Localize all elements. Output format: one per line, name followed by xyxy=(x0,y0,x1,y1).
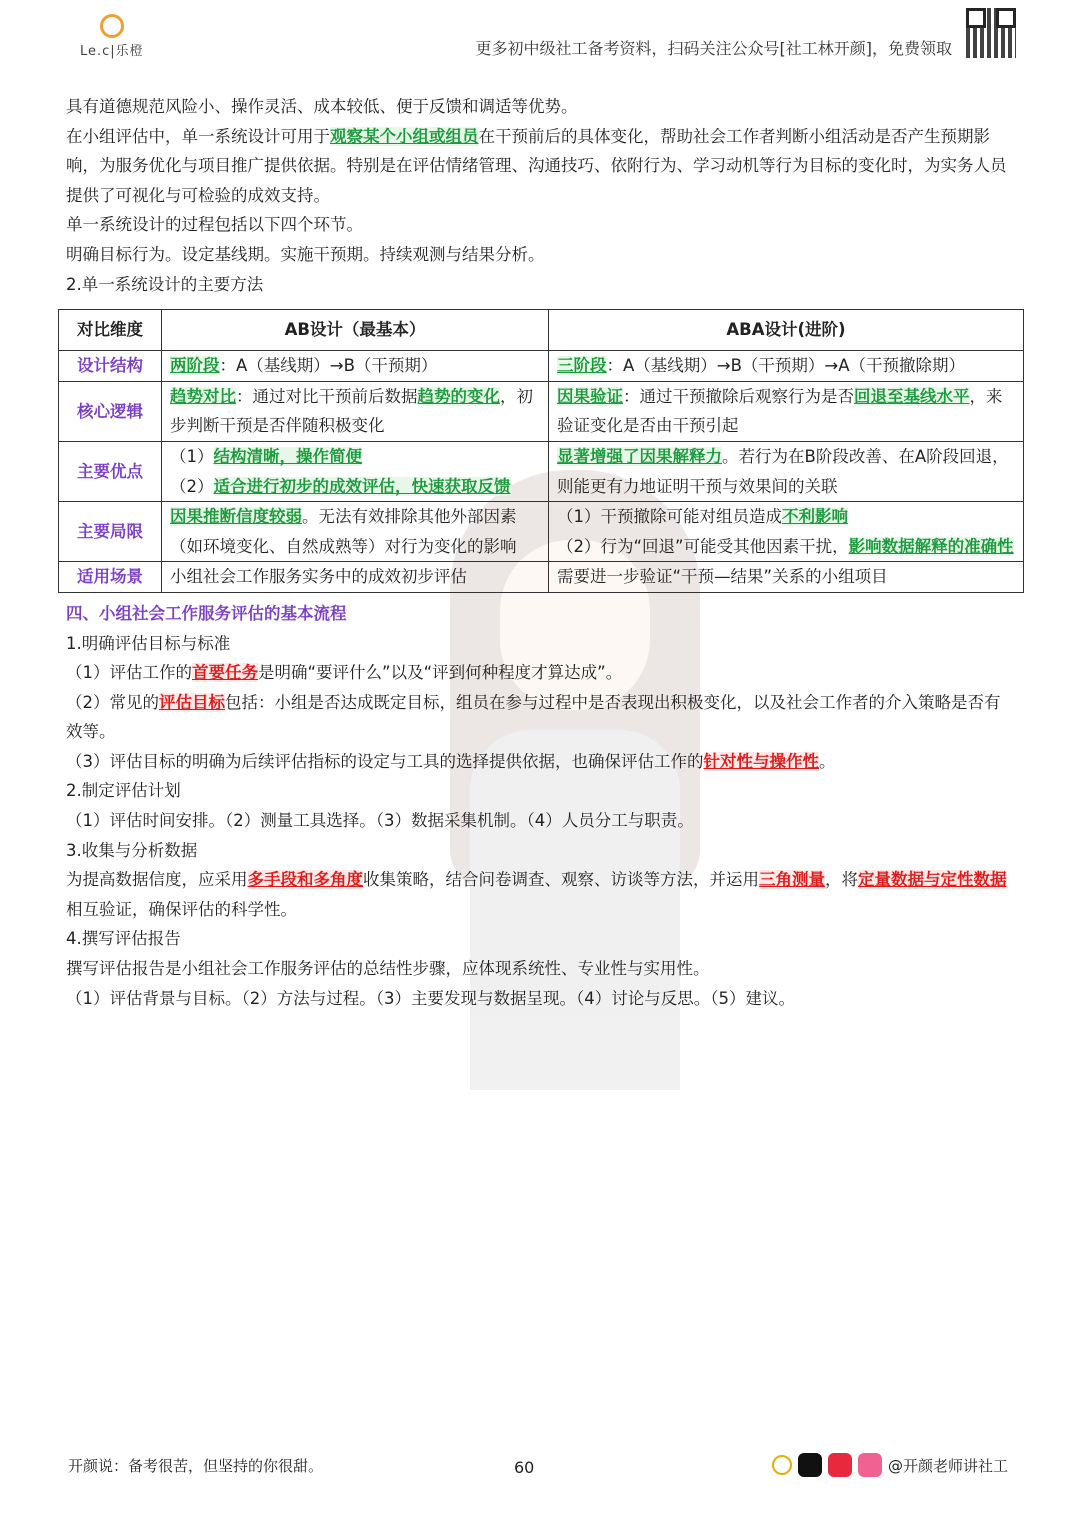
paragraph: 为提高数据信度，应采用多手段和多角度收集策略，结合问卷调查、观察、访谈等方法，并运用三角测量，将定量数据与定性数据相互验证，确保评估的科学性。 xyxy=(66,870,1007,919)
table-header-cell: ABA设计(进阶) xyxy=(549,310,1024,351)
highlight: 三角测量 xyxy=(759,870,825,890)
xiaohongshu-icon[interactable] xyxy=(828,1453,852,1477)
subheading: 3.收集与分析数据 xyxy=(66,840,198,860)
butterfly-icon[interactable] xyxy=(772,1455,792,1475)
highlight: 评估目标 xyxy=(159,692,225,712)
paragraph: 单一系统设计的过程包括以下四个环节。 xyxy=(66,215,363,235)
paragraph: （1）评估工作的首要任务是明确“要评什么”以及“评到何种程度才算达成”。 xyxy=(66,663,623,683)
row-dimension: 主要局限 xyxy=(59,502,162,562)
table-row xyxy=(59,351,1024,382)
table-row xyxy=(59,562,1024,593)
page-header xyxy=(0,0,1080,70)
footer-slogan: 开颜说：备考很苦，但坚持的你很甜。 xyxy=(68,1457,324,1475)
row-dimension: 主要优点 xyxy=(59,441,162,501)
bilibili-icon[interactable] xyxy=(858,1453,882,1477)
paragraph: 具有道德规范风险小、操作灵活、成本较低、便于反馈和调适等优势。 xyxy=(66,97,578,116)
aba-cell: 三阶段：A（基线期）→B（干预期）→A（干预撤除期） xyxy=(549,351,1024,382)
highlight: 针对性与操作性 xyxy=(703,751,819,771)
footer-social xyxy=(772,1450,1008,1480)
highlight: 观察某个小组或组员 xyxy=(330,126,479,146)
ab-cell: 趋势对比：通过对比干预前后数据趋势的变化，初步判断干预是否伴随积极变化 xyxy=(162,381,549,441)
table-row xyxy=(59,502,1024,562)
highlight: 多手段和多角度 xyxy=(247,870,363,890)
row-dimension: 适用场景 xyxy=(59,562,162,593)
page-content xyxy=(66,92,1016,1013)
qr-code-icon[interactable] xyxy=(966,8,1016,58)
paragraph: 撰写评估报告是小组社会工作服务评估的总结性步骤，应体现系统性、专业性与实用性。 xyxy=(66,959,710,979)
table-row xyxy=(59,381,1024,441)
paragraph: （2）常见的评估目标包括：小组是否达成既定目标，组员在参与过程中是否表现出积极变化，以及社会工作者的介入策略是否有效等。 xyxy=(66,692,1001,742)
paragraph: 明确目标行为。设定基线期。实施干预期。持续观测与结果分析。 xyxy=(66,244,545,264)
subheading: 4.撰写评估报告 xyxy=(66,929,181,949)
ab-cell: 两阶段：A（基线期）→B（干预期） xyxy=(162,351,549,382)
ab-cell: 小组社会工作服务实务中的成效初步评估 xyxy=(162,562,549,593)
comparison-table xyxy=(58,309,1024,593)
paragraph: （1）评估背景与目标。（2）方法与过程。（3）主要发现与数据呈现。（4）讨论与反思。（5）建议。 xyxy=(66,988,795,1008)
row-dimension: 设计结构 xyxy=(59,351,162,382)
paragraph: 在小组评估中，单一系统设计可用于观察某个小组或组员在干预前后的具体变化，帮助社会工作者判断小组活动是否产生预期影响，为服务优化与项目推广提供依据。特别是在评估情绪管理、沟通技巧、依附行为、学习动机等行为目标的变化时，为实务人员提供了可视化与可检验的成效支持。 xyxy=(66,126,1007,205)
aba-cell: （1）干预撤除可能对组员造成不利影响 （2）行为“回退”可能受其他因素干扰，影响数据解释的准确性 xyxy=(549,502,1024,562)
aba-cell: 显著增强了因果解释力。若行为在B阶段改善、在A阶段回退，则能更有力地证明干预与效果间的关联 xyxy=(549,441,1024,501)
paragraph: （3）评估目标的明确为后续评估指标的设定与工具的选择提供依据，也确保评估工作的针对性与操作性。 xyxy=(66,751,836,771)
logo xyxy=(80,14,150,58)
page-number: 60 xyxy=(514,1458,535,1477)
row-dimension: 核心逻辑 xyxy=(59,381,162,441)
logo-sun-icon xyxy=(100,14,124,38)
ab-cell: （1）结构清晰，操作简便 （2）适合进行初步的成效评估，快速获取反馈 xyxy=(162,441,549,501)
table-header-cell: 对比维度 xyxy=(59,310,162,351)
logo-text: Le.c|乐橙 xyxy=(80,44,144,59)
table-header-row xyxy=(59,310,1024,351)
paragraph: （1）评估时间安排。（2）测量工具选择。（3）数据采集机制。（4）人员分工与职责。 xyxy=(66,811,694,831)
ab-cell: 因果推断信度较弱。无法有效排除其他外部因素（如环境变化、自然成熟等）对行为变化的影响 xyxy=(162,502,549,562)
section-title: 四、小组社会工作服务评估的基本流程 xyxy=(66,603,347,623)
subheading: 1.明确评估目标与标准 xyxy=(66,633,231,653)
table-row xyxy=(59,441,1024,501)
subheading: 2.单一系统设计的主要方法 xyxy=(66,274,264,294)
highlight: 定量数据与定性数据 xyxy=(858,870,1007,890)
table-header-cell: AB设计（最基本） xyxy=(162,310,549,351)
highlight: 首要任务 xyxy=(192,663,258,683)
aba-cell: 需要进一步验证“干预—结果”关系的小组项目 xyxy=(549,562,1024,593)
douyin-icon[interactable] xyxy=(798,1453,822,1477)
subheading: 2.制定评估计划 xyxy=(66,781,181,801)
header-promo: 更多初中级社工备考资料，扫码关注公众号[社工林开颜]，免费领取 xyxy=(475,39,952,58)
aba-cell: 因果验证：通过干预撤除后观察行为是否回退至基线水平，来验证变化是否由干预引起 xyxy=(549,381,1024,441)
social-handle: @开颜老师讲社工 xyxy=(887,1456,1008,1475)
